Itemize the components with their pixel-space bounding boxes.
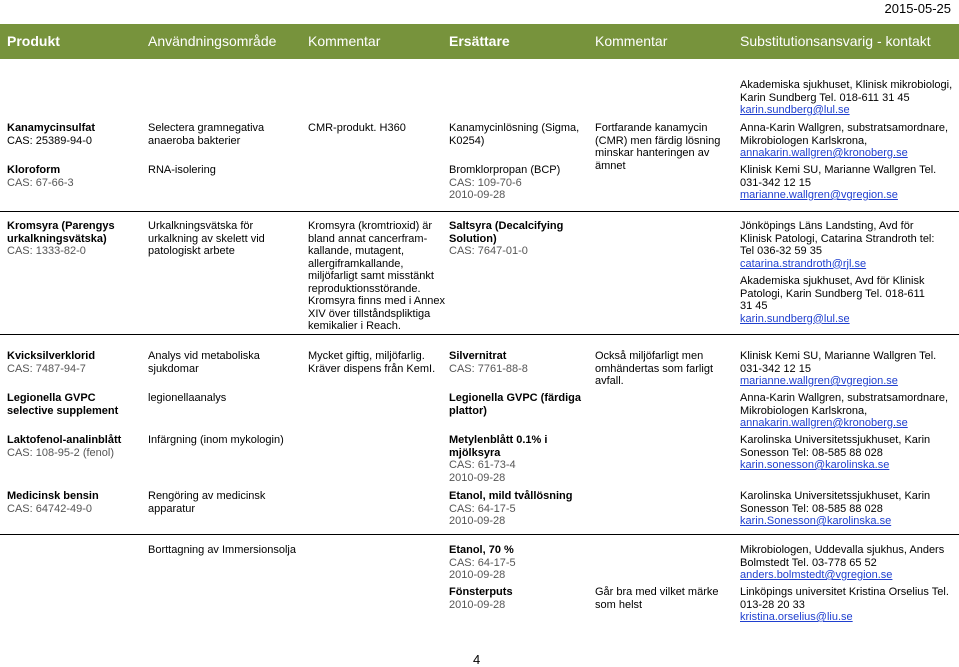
- document-date: 2015-05-25: [884, 1, 951, 16]
- comment-cell: CMR-produkt. H360: [308, 122, 406, 134]
- substitute-name: Bromklorpropan (BCP): [449, 164, 561, 176]
- contact-text: Karolinska Universitetssjukhuset, Karin Sonesson Tel: 08-585 88 028: [740, 490, 931, 515]
- contact-text: Anna-Karin Wallgren, substratsamordnare, Mikrobiologen Karlskrona,: [740, 122, 949, 147]
- contact-text: Klinisk Kemi SU, Marianne Wallgren Tel. 031-342 12 15: [740, 164, 937, 189]
- product-name: Laktofenol-analinblått: [7, 434, 122, 446]
- header-use: Användningsområde: [148, 33, 277, 49]
- use-cell: Analys vid metaboliska sjukdomar: [148, 350, 260, 375]
- contact-email-link[interactable]: annakarin.wallgren@kronoberg.se: [740, 147, 908, 159]
- contact-cell: [740, 350, 955, 388]
- substitute-cas: CAS: 64-17-5: [449, 556, 516, 569]
- use-cell: Borttagning av Immersionsolja: [148, 544, 296, 556]
- substitute-date: 2010-09-28: [449, 569, 506, 581]
- contact-email-link[interactable]: karin.sonesson@karolinska.se: [740, 459, 890, 471]
- substitute-cas: CAS: 109-70-6: [449, 176, 522, 189]
- substitute-cell: [449, 350, 589, 375]
- product-name: Legionella GVPC selective supplement: [7, 392, 119, 417]
- row-divider: [0, 334, 959, 335]
- contact-text: Akademiska sjukhuset, Klinisk mikrobiologi, Karin Sundberg Tel. 018-611 31 45: [740, 79, 953, 104]
- contact-cell: [740, 544, 955, 582]
- row-divider: [0, 534, 959, 535]
- contact-text: Mikrobiologen, Uddevalla sjukhus, Anders Bolmstedt Tel. 03-778 65 52: [740, 544, 945, 569]
- header-comment: Kommentar: [308, 33, 381, 49]
- substitute-name: Saltsyra (Decalcifying Solution): [449, 220, 564, 245]
- substitute-cell: [449, 544, 589, 582]
- use-cell: Selectera gramnegativa anaeroba bakterier: [148, 122, 265, 147]
- product-name: Kromsyra (Parengys urkalkningsvätska): [7, 220, 115, 245]
- row-divider: [0, 211, 959, 212]
- comment2-cell: Också miljöfarligt men omhändertas som farligt avfall.: [595, 350, 713, 387]
- substitute-date: 2010-09-28: [449, 471, 506, 484]
- product-cell: [7, 434, 142, 459]
- substitute-cas: CAS: 7647-01-0: [449, 245, 528, 257]
- contact-text: Jönköpings Läns Landsting, Avd för Klinisk Patologi, Catarina Strandroth tel: Tel 036-32 59 35: [740, 220, 935, 257]
- substitute-name: Silvernitrat: [449, 350, 507, 362]
- contact-email-link[interactable]: annakarin.wallgren@kronoberg.se: [740, 417, 908, 429]
- table-header: [0, 24, 959, 59]
- use-cell: legionellaanalys: [148, 392, 227, 404]
- contact-cell: [740, 164, 955, 202]
- substitute-cell: [449, 586, 589, 611]
- product-cas: CAS: 108-95-2 (fenol): [7, 446, 114, 459]
- substitute-date: 2010-09-28: [449, 515, 506, 527]
- contact-text: Anna-Karin Wallgren, substratsamordnare, Mikrobiologen Karlskrona,: [740, 392, 949, 417]
- contact-cell: [740, 434, 955, 472]
- substitute-cell: [449, 434, 564, 484]
- substitute-cell: Kanamycinlösning (Sigma, K0254): [449, 122, 580, 147]
- substitute-date: 2010-09-28: [449, 189, 506, 201]
- contact-text: Linköpings universitet Kristina Orselius Tel. 013-28 20 33: [740, 586, 949, 611]
- comment2-cell: Fortfarande kanamycin (CMR) men färdig lösning minskar hanteringen av ämnet: [595, 122, 721, 172]
- use-cell: RNA-isolering: [148, 164, 216, 176]
- product-cas: CAS: 67-66-3: [7, 176, 74, 189]
- contact-text: Klinisk Kemi SU, Marianne Wallgren Tel. 031-342 12 15: [740, 350, 937, 375]
- header-contact: Substitutionsansvarig - kontakt: [740, 33, 931, 49]
- product-name: Medicinsk bensin: [7, 490, 99, 502]
- product-name: Kanamycinsulfat: [7, 122, 96, 134]
- comment2-cell: Går bra med vilket märke som helst: [595, 586, 719, 611]
- product-name: Kvicksilverklorid: [7, 350, 96, 362]
- use-cell: Urkalkningsvätska för urkalkning av skelett vid patologiskt arbete: [148, 220, 265, 257]
- substitute-cell: [449, 220, 589, 258]
- product-cas: CAS: 25389-94-0: [7, 134, 92, 147]
- contact-email-link[interactable]: marianne.wallgren@vgregion.se: [740, 189, 898, 201]
- header-substitute: Ersättare: [449, 33, 510, 49]
- product-cell: [7, 220, 142, 258]
- contact-cell: [740, 392, 955, 430]
- contact-email-link[interactable]: catarina.strandroth@rjl.se: [740, 257, 867, 270]
- contact-email-link[interactable]: karin.sundberg@lul.se: [740, 104, 850, 116]
- product-name: Kloroform: [7, 164, 61, 176]
- product-cas: CAS: 1333-82-0: [7, 245, 86, 257]
- product-cell: [7, 164, 142, 189]
- comment-cell: Kromsyra (kromtrioxid) är bland annat cancerfram-kallande, mutagent, allergiframkallande, miljöfarligt samt misstänkt reproduktionsstörande. Kromsyra finns med i Annex XIV över tillståndspliktiga kemikalier i Reach.: [308, 220, 445, 332]
- contact-cell: [740, 79, 955, 117]
- contact-cell: [740, 586, 955, 624]
- substitute-name: Fönsterputs: [449, 586, 513, 598]
- product-cell: [7, 392, 142, 417]
- contact-text: Akademiska sjukhuset, Avd för Klinisk Patologi, Karin Sundberg Tel. 018-611 31 45: [740, 275, 925, 312]
- substitute-date: 2010-09-28: [449, 598, 506, 611]
- substitute-cas: CAS: 7761-88-8: [449, 362, 528, 375]
- substitute-name: Etanol, mild tvållösning: [449, 490, 573, 502]
- contact-cell: [740, 490, 955, 528]
- header-product: Produkt: [7, 33, 60, 49]
- contact-cell: [740, 220, 940, 325]
- contact-email-link[interactable]: karin.Sonesson@karolinska.se: [740, 515, 892, 527]
- substitute-name: Metylenblått 0.1% i mjölksyra: [449, 434, 548, 459]
- contact-email-link[interactable]: kristina.orselius@liu.se: [740, 611, 853, 623]
- contact-email-link[interactable]: karin.sundberg@lul.se: [740, 312, 850, 325]
- substitute-cell: [449, 490, 589, 528]
- product-cell: [7, 350, 142, 375]
- page-number: 4: [473, 652, 481, 667]
- contact-email-link[interactable]: anders.bolmstedt@vgregion.se: [740, 569, 893, 581]
- product-cell: [7, 490, 142, 515]
- substitute-cas: CAS: 61-73-4: [449, 459, 516, 471]
- substitute-cas: CAS: 64-17-5: [449, 502, 516, 515]
- contact-text: Karolinska Universitetssjukhuset, Karin Sonesson Tel: 08-585 88 028: [740, 434, 931, 459]
- use-cell: Rengöring av medicinsk apparatur: [148, 490, 266, 515]
- contact-email-link[interactable]: marianne.wallgren@vgregion.se: [740, 375, 898, 387]
- product-cas: CAS: 64742-49-0: [7, 502, 92, 515]
- product-cell: [7, 122, 142, 147]
- substitute-name: Etanol, 70 %: [449, 544, 514, 556]
- product-cas: CAS: 7487-94-7: [7, 362, 86, 375]
- contact-cell: [740, 122, 955, 160]
- substitute-cell: [449, 164, 589, 202]
- use-cell: Infärgning (inom mykologin): [148, 434, 284, 446]
- substitute-name: Legionella GVPC (färdiga plattor): [449, 392, 582, 417]
- header-comment-2: Kommentar: [595, 33, 668, 49]
- substitute-cell: [449, 392, 589, 417]
- comment-cell: Mycket giftig, miljöfarlig. Kräver dispens från KemI.: [308, 350, 436, 375]
